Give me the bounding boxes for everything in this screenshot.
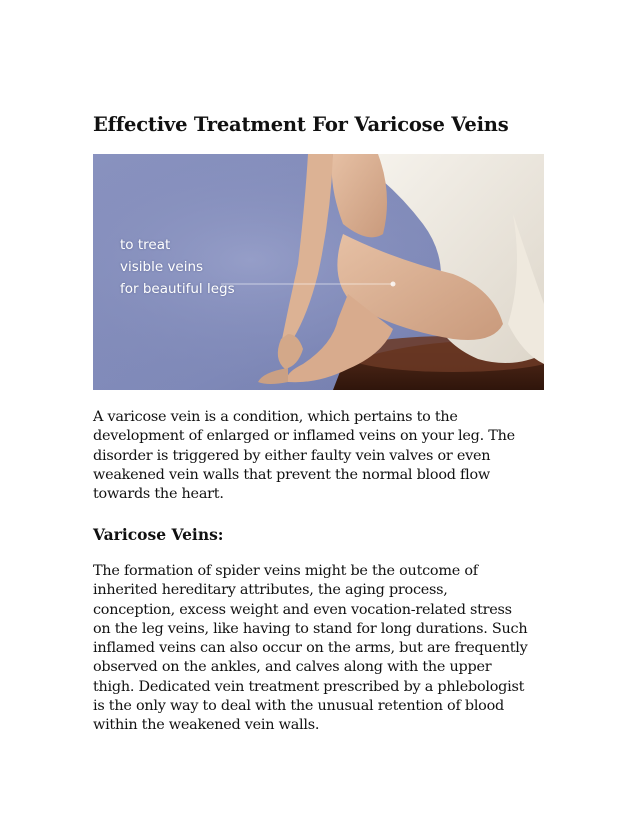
intro-paragraph <box>93 408 548 504</box>
text-line: observed on the ankles, and calves along with the upper <box>93 659 492 676</box>
text-line: within the weakened vein walls. <box>93 717 320 734</box>
text-line: conception, excess weight and even vocation-related stress <box>93 601 512 618</box>
hero-caption: to treat visible veins for beautiful legs <box>120 237 235 297</box>
text-line: on the leg veins, like having to stand for long durations. Such <box>93 620 528 637</box>
text-line: inherited hereditary attributes, the aging process, <box>93 582 448 599</box>
text-line: towards the heart. <box>93 486 224 503</box>
text-line: weakened vein walls that prevent the normal blood flow <box>93 466 490 483</box>
text-line: is the only way to deal with the unusual retention of blood <box>93 698 504 715</box>
text-line: The formation of spider veins might be the outcome of <box>93 563 478 579</box>
text-line: thigh. Dedicated vein treatment prescribed by a phlebologist <box>93 678 525 695</box>
body-paragraph <box>93 562 548 736</box>
hero-image <box>93 154 544 390</box>
text-line: disorder is triggered by either faulty vein valves or even <box>93 447 491 464</box>
text-line: A varicose vein is a condition, which pertains to the <box>93 409 458 425</box>
text-line: inflamed veins can also occur on the arms, but are frequently <box>93 640 528 657</box>
page-title: Effective Treatment For Varicose Veins <box>93 113 509 136</box>
text-line: development of enlarged or inflamed veins on your leg. The <box>93 428 515 445</box>
section-heading: Varicose Veins: <box>93 525 224 544</box>
